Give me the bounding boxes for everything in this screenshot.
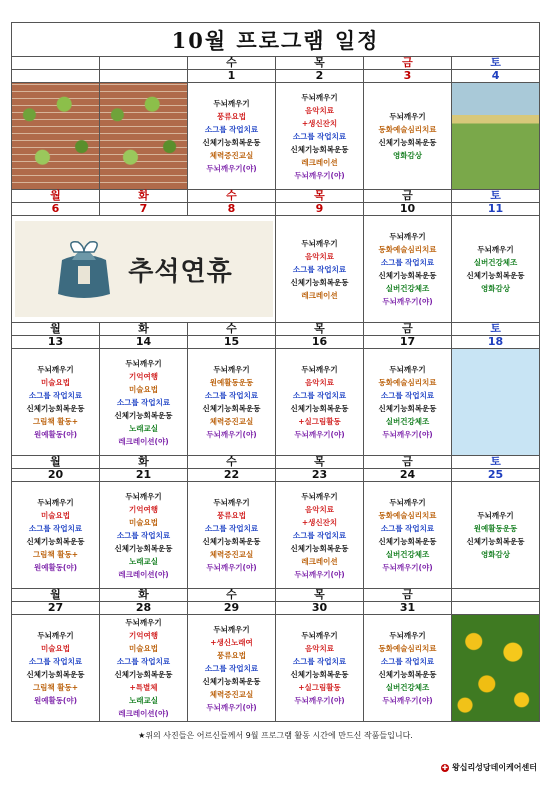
- activity-item: 두뇌깨우기: [301, 365, 338, 374]
- activity-cell: [276, 615, 364, 722]
- day-name: 화: [100, 190, 188, 203]
- day-name: 금: [364, 190, 452, 203]
- date-row: [12, 70, 540, 83]
- day-date: 18: [452, 336, 540, 349]
- activity-list: [188, 623, 275, 714]
- day-date: 8: [188, 203, 276, 216]
- photo-cell: [12, 83, 100, 190]
- day-name: 목: [276, 456, 364, 469]
- activity-item: 신체기능회복운동: [26, 537, 85, 546]
- activity-list: [276, 91, 363, 182]
- activity-item: 두뇌깨우기(야): [206, 702, 257, 712]
- activity-item: 신체기능회복운동: [466, 537, 525, 546]
- activity-item: 원예활동(야): [33, 563, 78, 572]
- photo-cell: [452, 349, 540, 456]
- activity-list: [100, 357, 187, 448]
- activity-item: 미술요법: [129, 517, 158, 527]
- day-name: 목: [276, 190, 364, 203]
- activity-item: 소그룹 작업치료: [380, 258, 435, 267]
- activity-item: 소그룹 작업치료: [292, 530, 347, 540]
- activity-item: 체력증진교실: [209, 417, 254, 426]
- activity-row: [12, 349, 540, 456]
- activity-item: 두뇌깨우기(야): [206, 430, 257, 439]
- day-name: 토: [452, 190, 540, 203]
- holiday-label: 추석연휴: [128, 256, 233, 287]
- date-row: [12, 203, 540, 216]
- activity-item: 실버건강체조: [385, 284, 430, 293]
- activity-list: [188, 363, 275, 441]
- activity-item: 신체기능회복운동: [114, 410, 173, 420]
- activity-item: 소그룹 작업치료: [116, 530, 171, 540]
- day-date: 3: [364, 70, 452, 83]
- activity-item: 음악치료: [305, 251, 334, 261]
- activity-list: [12, 363, 99, 441]
- activity-item: 음악치료: [305, 644, 334, 653]
- activity-item: 음악치료: [305, 504, 334, 514]
- day-date: 27: [12, 602, 100, 615]
- day-date: 10: [364, 203, 452, 216]
- day-name: 수: [188, 323, 276, 336]
- activity-item: 소그룹 작업치료: [116, 657, 171, 666]
- day-date: 24: [364, 469, 452, 482]
- activity-item: 동화예술심리치료: [378, 245, 437, 254]
- activity-item: 두뇌깨우기(야): [294, 696, 345, 705]
- activity-item: 소그룹 작업치료: [380, 391, 435, 400]
- day-date: 29: [188, 602, 276, 615]
- activity-cell: [364, 349, 452, 456]
- day-name: 금: [364, 456, 452, 469]
- day-date: 9: [276, 203, 364, 216]
- activity-item: 두뇌깨우기: [37, 631, 74, 640]
- activity-item: 레크레이션(야): [118, 436, 169, 446]
- activity-item: 풍류요법: [217, 112, 246, 121]
- activity-item: 소그룹 작업치료: [204, 524, 259, 533]
- activity-cell: [100, 482, 188, 589]
- day-date: 2: [276, 70, 364, 83]
- activity-item: +실그림활동: [298, 417, 341, 426]
- scarecrow-artwork: [452, 83, 539, 189]
- activity-item: 소그룹 작업치료: [28, 524, 83, 533]
- activity-item: 소그룹 작업치료: [28, 391, 83, 400]
- activity-cell: [100, 615, 188, 722]
- day-date: 20: [12, 469, 100, 482]
- activity-item: 두뇌깨우기: [301, 238, 338, 248]
- day-date: [12, 70, 100, 83]
- activity-cell: [12, 615, 100, 722]
- day-name: 월: [12, 323, 100, 336]
- activity-item: 두뇌깨우기: [37, 498, 74, 507]
- activity-item: 신체기능회복운동: [202, 404, 261, 413]
- activity-item: 기억여행: [129, 631, 158, 640]
- day-name: [12, 57, 100, 70]
- day-date: 7: [100, 203, 188, 216]
- activity-item: 동화예술심리치료: [378, 644, 437, 653]
- activity-cell: [364, 482, 452, 589]
- activity-item: +생신노래여: [210, 637, 253, 647]
- activity-item: +실그림활동: [298, 683, 341, 692]
- day-name: 금: [364, 323, 452, 336]
- day-date: 13: [12, 336, 100, 349]
- schedule-table: [11, 22, 540, 722]
- day-name: 목: [276, 589, 364, 602]
- day-name: [452, 589, 540, 602]
- day-date: 6: [12, 203, 100, 216]
- activity-item: 노래교실: [129, 423, 158, 433]
- activity-item: 신체기능회복운동: [290, 543, 349, 553]
- activity-item: 실버건강체조: [385, 417, 430, 426]
- day-name: 화: [100, 456, 188, 469]
- activity-list: [452, 509, 539, 561]
- activity-item: 두뇌깨우기: [125, 491, 162, 501]
- activity-cell: [452, 482, 540, 589]
- activity-item: 신체기능회복운동: [202, 537, 261, 546]
- day-date: 30: [276, 602, 364, 615]
- activity-item: 실버건강체조: [473, 258, 518, 267]
- activity-item: 두뇌깨우기: [37, 365, 74, 374]
- activity-item: 두뇌깨우기(야): [382, 430, 433, 439]
- activity-item: 두뇌깨우기(야): [206, 164, 257, 173]
- activity-item: 그림책 활동+: [32, 550, 79, 559]
- activity-item: 두뇌깨우기: [213, 624, 250, 634]
- activity-item: 두뇌깨우기: [301, 491, 338, 501]
- day-name: 금: [364, 57, 452, 70]
- activity-item: 미술요법: [41, 511, 70, 520]
- activity-cell: [188, 349, 276, 456]
- activity-item: 소그룹 작업치료: [292, 131, 347, 141]
- activity-item: 신체기능회복운동: [378, 404, 437, 413]
- day-name: 화: [100, 323, 188, 336]
- activity-list: [364, 230, 451, 308]
- day-date: 25: [452, 469, 540, 482]
- day-name: 토: [452, 323, 540, 336]
- activity-item: 신체기능회복운동: [378, 537, 437, 546]
- day-date: 11: [452, 203, 540, 216]
- activity-item: 소그룹 작업치료: [28, 657, 83, 666]
- activity-item: 신체기능회복운동: [290, 144, 349, 154]
- activity-item: 신체기능회복운동: [466, 271, 525, 280]
- activity-list: [452, 243, 539, 295]
- cross-icon: ✚: [442, 763, 448, 772]
- activity-item: 두뇌깨우기: [389, 232, 426, 241]
- activity-list: [100, 616, 187, 720]
- activity-item: 두뇌깨우기: [125, 358, 162, 368]
- day-date: 17: [364, 336, 452, 349]
- date-row: [12, 602, 540, 615]
- activity-item: 미술요법: [41, 378, 70, 387]
- activity-item: 원예활동(야): [33, 430, 78, 439]
- activity-item: 두뇌깨우기: [389, 498, 426, 507]
- day-name-row: [12, 323, 540, 336]
- day-date: 22: [188, 469, 276, 482]
- activity-cell: [12, 482, 100, 589]
- activity-item: 두뇌깨우기: [213, 498, 250, 507]
- date-row: [12, 336, 540, 349]
- activity-item: 두뇌깨우기: [301, 631, 338, 640]
- day-date: [100, 70, 188, 83]
- activity-item: 레크레이션: [301, 290, 338, 300]
- activity-list: [364, 629, 451, 707]
- activity-item: 소그룹 작업치료: [116, 397, 171, 407]
- activity-item: 원예활동운동: [473, 524, 518, 533]
- paper-craft-artwork: [452, 349, 539, 455]
- activity-item: +생신잔치: [301, 118, 338, 128]
- activity-list: [276, 363, 363, 441]
- photo-cell: [100, 83, 188, 190]
- activity-item: 신체기능회복운동: [378, 670, 437, 679]
- activity-item: 미술요법: [129, 644, 158, 653]
- activity-item: 두뇌깨우기: [213, 365, 250, 374]
- activity-cell: [188, 482, 276, 589]
- activity-item: 원예활동(야): [33, 696, 78, 705]
- activity-item: 체력증진교실: [209, 689, 254, 699]
- activity-item: 노래교실: [129, 696, 158, 705]
- activity-list: [12, 496, 99, 574]
- activity-item: 풍류요법: [217, 650, 246, 660]
- day-name: 화: [100, 589, 188, 602]
- holiday-cell: [12, 216, 276, 323]
- activity-item: 두뇌깨우기(야): [206, 563, 257, 572]
- activity-item: 신체기능회복운동: [114, 670, 173, 679]
- activity-item: 노래교실: [129, 556, 158, 566]
- activity-list: [276, 237, 363, 302]
- activity-item: 소그룹 작업치료: [292, 657, 347, 666]
- activity-item: 실버건강체조: [385, 550, 430, 559]
- activity-item: 소그룹 작업치료: [380, 657, 435, 666]
- day-name: [100, 57, 188, 70]
- activity-item: 레크레이션: [301, 157, 338, 167]
- activity-cell: [276, 482, 364, 589]
- day-name: 목: [276, 323, 364, 336]
- date-row: [12, 469, 540, 482]
- activity-cell: [12, 349, 100, 456]
- activity-item: 두뇌깨우기: [389, 365, 426, 374]
- day-name-row: [12, 456, 540, 469]
- day-date: 31: [364, 602, 452, 615]
- day-date: 15: [188, 336, 276, 349]
- activity-cell: [364, 615, 452, 722]
- day-name-row: [12, 57, 540, 70]
- activity-item: +특별체: [129, 683, 158, 692]
- activity-row: [12, 216, 540, 323]
- activity-item: 두뇌깨우기(야): [294, 170, 345, 180]
- activity-item: 소그룹 작업치료: [292, 391, 347, 400]
- day-name-row: [12, 190, 540, 203]
- day-name-row: [12, 589, 540, 602]
- activity-list: [188, 496, 275, 574]
- activity-cell: [276, 349, 364, 456]
- activity-item: 영화감상: [393, 151, 422, 160]
- gift-bundle-icon: [54, 232, 114, 306]
- activity-cell: [276, 216, 364, 323]
- yellow-flowers-photo: [452, 615, 539, 721]
- activity-item: 소그룹 작업치료: [380, 524, 435, 533]
- activity-item: 미술요법: [41, 644, 70, 653]
- activity-item: 신체기능회복운동: [114, 543, 173, 553]
- activity-item: 동화예술심리치료: [378, 511, 437, 520]
- activity-item: 미술요법: [129, 384, 158, 394]
- footnote: ★위의 사진들은 어르신들께서 9월 프로그램 활동 시간에 만드신 작품들입니다.: [138, 731, 413, 740]
- ivy-wall-artwork: [12, 83, 99, 189]
- day-name: 토: [452, 57, 540, 70]
- activity-item: 두뇌깨우기: [389, 112, 426, 121]
- activity-item: 신체기능회복운동: [202, 676, 261, 686]
- activity-item: 신체기능회복운동: [26, 670, 85, 679]
- activity-list: [364, 110, 451, 162]
- activity-item: 소그룹 작업치료: [292, 264, 347, 274]
- activity-list: [364, 496, 451, 574]
- activity-item: 신체기능회복운동: [290, 277, 349, 287]
- activity-item: 영화감상: [481, 550, 511, 559]
- activity-item: 두뇌깨우기: [301, 92, 338, 102]
- activity-cell: [452, 216, 540, 323]
- day-date: [452, 602, 540, 615]
- activity-item: 레크레이션: [301, 556, 338, 566]
- activity-cell: [364, 216, 452, 323]
- activity-item: 기억여행: [129, 504, 158, 514]
- activity-list: [100, 490, 187, 581]
- activity-item: 소그룹 작업치료: [204, 663, 259, 673]
- activity-item: 두뇌깨우기: [389, 631, 426, 640]
- activity-item: 소그룹 작업치료: [204, 125, 259, 134]
- day-name: 목: [276, 57, 364, 70]
- activity-cell: [100, 349, 188, 456]
- activity-item: 신체기능회복운동: [378, 271, 437, 280]
- activity-item: 음악치료: [305, 378, 334, 387]
- day-name: 수: [188, 456, 276, 469]
- activity-cell: [364, 83, 452, 190]
- page-title: 10월 프로그램 일정: [12, 23, 540, 57]
- day-name: 월: [12, 190, 100, 203]
- activity-item: 신체기능회복운동: [26, 404, 85, 413]
- activity-list: [188, 97, 275, 175]
- activity-item: 두뇌깨우기(야): [382, 297, 433, 306]
- day-name: 수: [188, 589, 276, 602]
- activity-item: 그림책 활동+: [32, 683, 79, 692]
- day-name: 수: [188, 57, 276, 70]
- activity-item: 동화예술심리치료: [378, 125, 437, 134]
- activity-item: 신체기능회복운동: [290, 404, 349, 413]
- day-name: 토: [452, 456, 540, 469]
- day-name: 월: [12, 589, 100, 602]
- activity-list: [276, 629, 363, 707]
- activity-cell: [188, 615, 276, 722]
- day-date: 23: [276, 469, 364, 482]
- activity-item: 기억여행: [129, 371, 158, 381]
- day-date: 16: [276, 336, 364, 349]
- activity-item: 두뇌깨우기: [477, 511, 514, 520]
- day-date: 1: [188, 70, 276, 83]
- ivy-wall-artwork: [100, 83, 187, 189]
- activity-item: 두뇌깨우기(야): [294, 569, 345, 579]
- activity-item: 신체기능회복운동: [202, 138, 261, 147]
- day-date: 4: [452, 70, 540, 83]
- activity-item: 체력증진교실: [209, 151, 254, 160]
- day-name: 금: [364, 589, 452, 602]
- activity-item: 그림책 활동+: [32, 417, 79, 426]
- activity-item: 두뇌깨우기: [477, 245, 514, 254]
- center-name-block: [441, 762, 537, 773]
- activity-item: 두뇌깨우기: [213, 99, 250, 108]
- activity-list: [364, 363, 451, 441]
- activity-list: [276, 490, 363, 581]
- day-name: 수: [188, 190, 276, 203]
- activity-item: 레크레이션(야): [118, 569, 169, 579]
- photo-cell: [452, 83, 540, 190]
- day-date: 21: [100, 469, 188, 482]
- photo-cell: [452, 615, 540, 722]
- day-name: 월: [12, 456, 100, 469]
- activity-item: 영화감상: [481, 284, 511, 293]
- holiday-banner: [15, 221, 273, 317]
- activity-item: 레크레이션(야): [118, 709, 169, 718]
- activity-cell: [276, 83, 364, 190]
- activity-item: 풍류요법: [217, 511, 246, 520]
- activity-item: 실버건강체조: [385, 683, 430, 692]
- activity-item: 신체기능회복운동: [290, 670, 349, 679]
- activity-item: 원예활동운동: [209, 378, 254, 387]
- activity-item: 두뇌깨우기(야): [382, 696, 433, 705]
- activity-item: 소그룹 작업치료: [204, 391, 259, 400]
- day-date: 14: [100, 336, 188, 349]
- activity-cell: [188, 83, 276, 190]
- activity-list: [12, 629, 99, 707]
- activity-row: [12, 83, 540, 190]
- schedule-sheet: [11, 22, 539, 722]
- activity-item: +생신잔치: [301, 517, 338, 527]
- center-name: 왕십리성당데이케어센터: [451, 763, 537, 772]
- activity-item: 신체기능회복운동: [378, 138, 437, 147]
- activity-item: 동화예술심리치료: [378, 378, 437, 387]
- day-date: 28: [100, 602, 188, 615]
- activity-row: [12, 482, 540, 589]
- activity-row: [12, 615, 540, 722]
- activity-item: 두뇌깨우기: [125, 618, 162, 627]
- activity-item: 두뇌깨우기(야): [382, 563, 433, 572]
- activity-item: 두뇌깨우기(야): [294, 430, 345, 439]
- activity-item: 체력증진교실: [209, 550, 254, 559]
- activity-item: 음악치료: [305, 105, 334, 115]
